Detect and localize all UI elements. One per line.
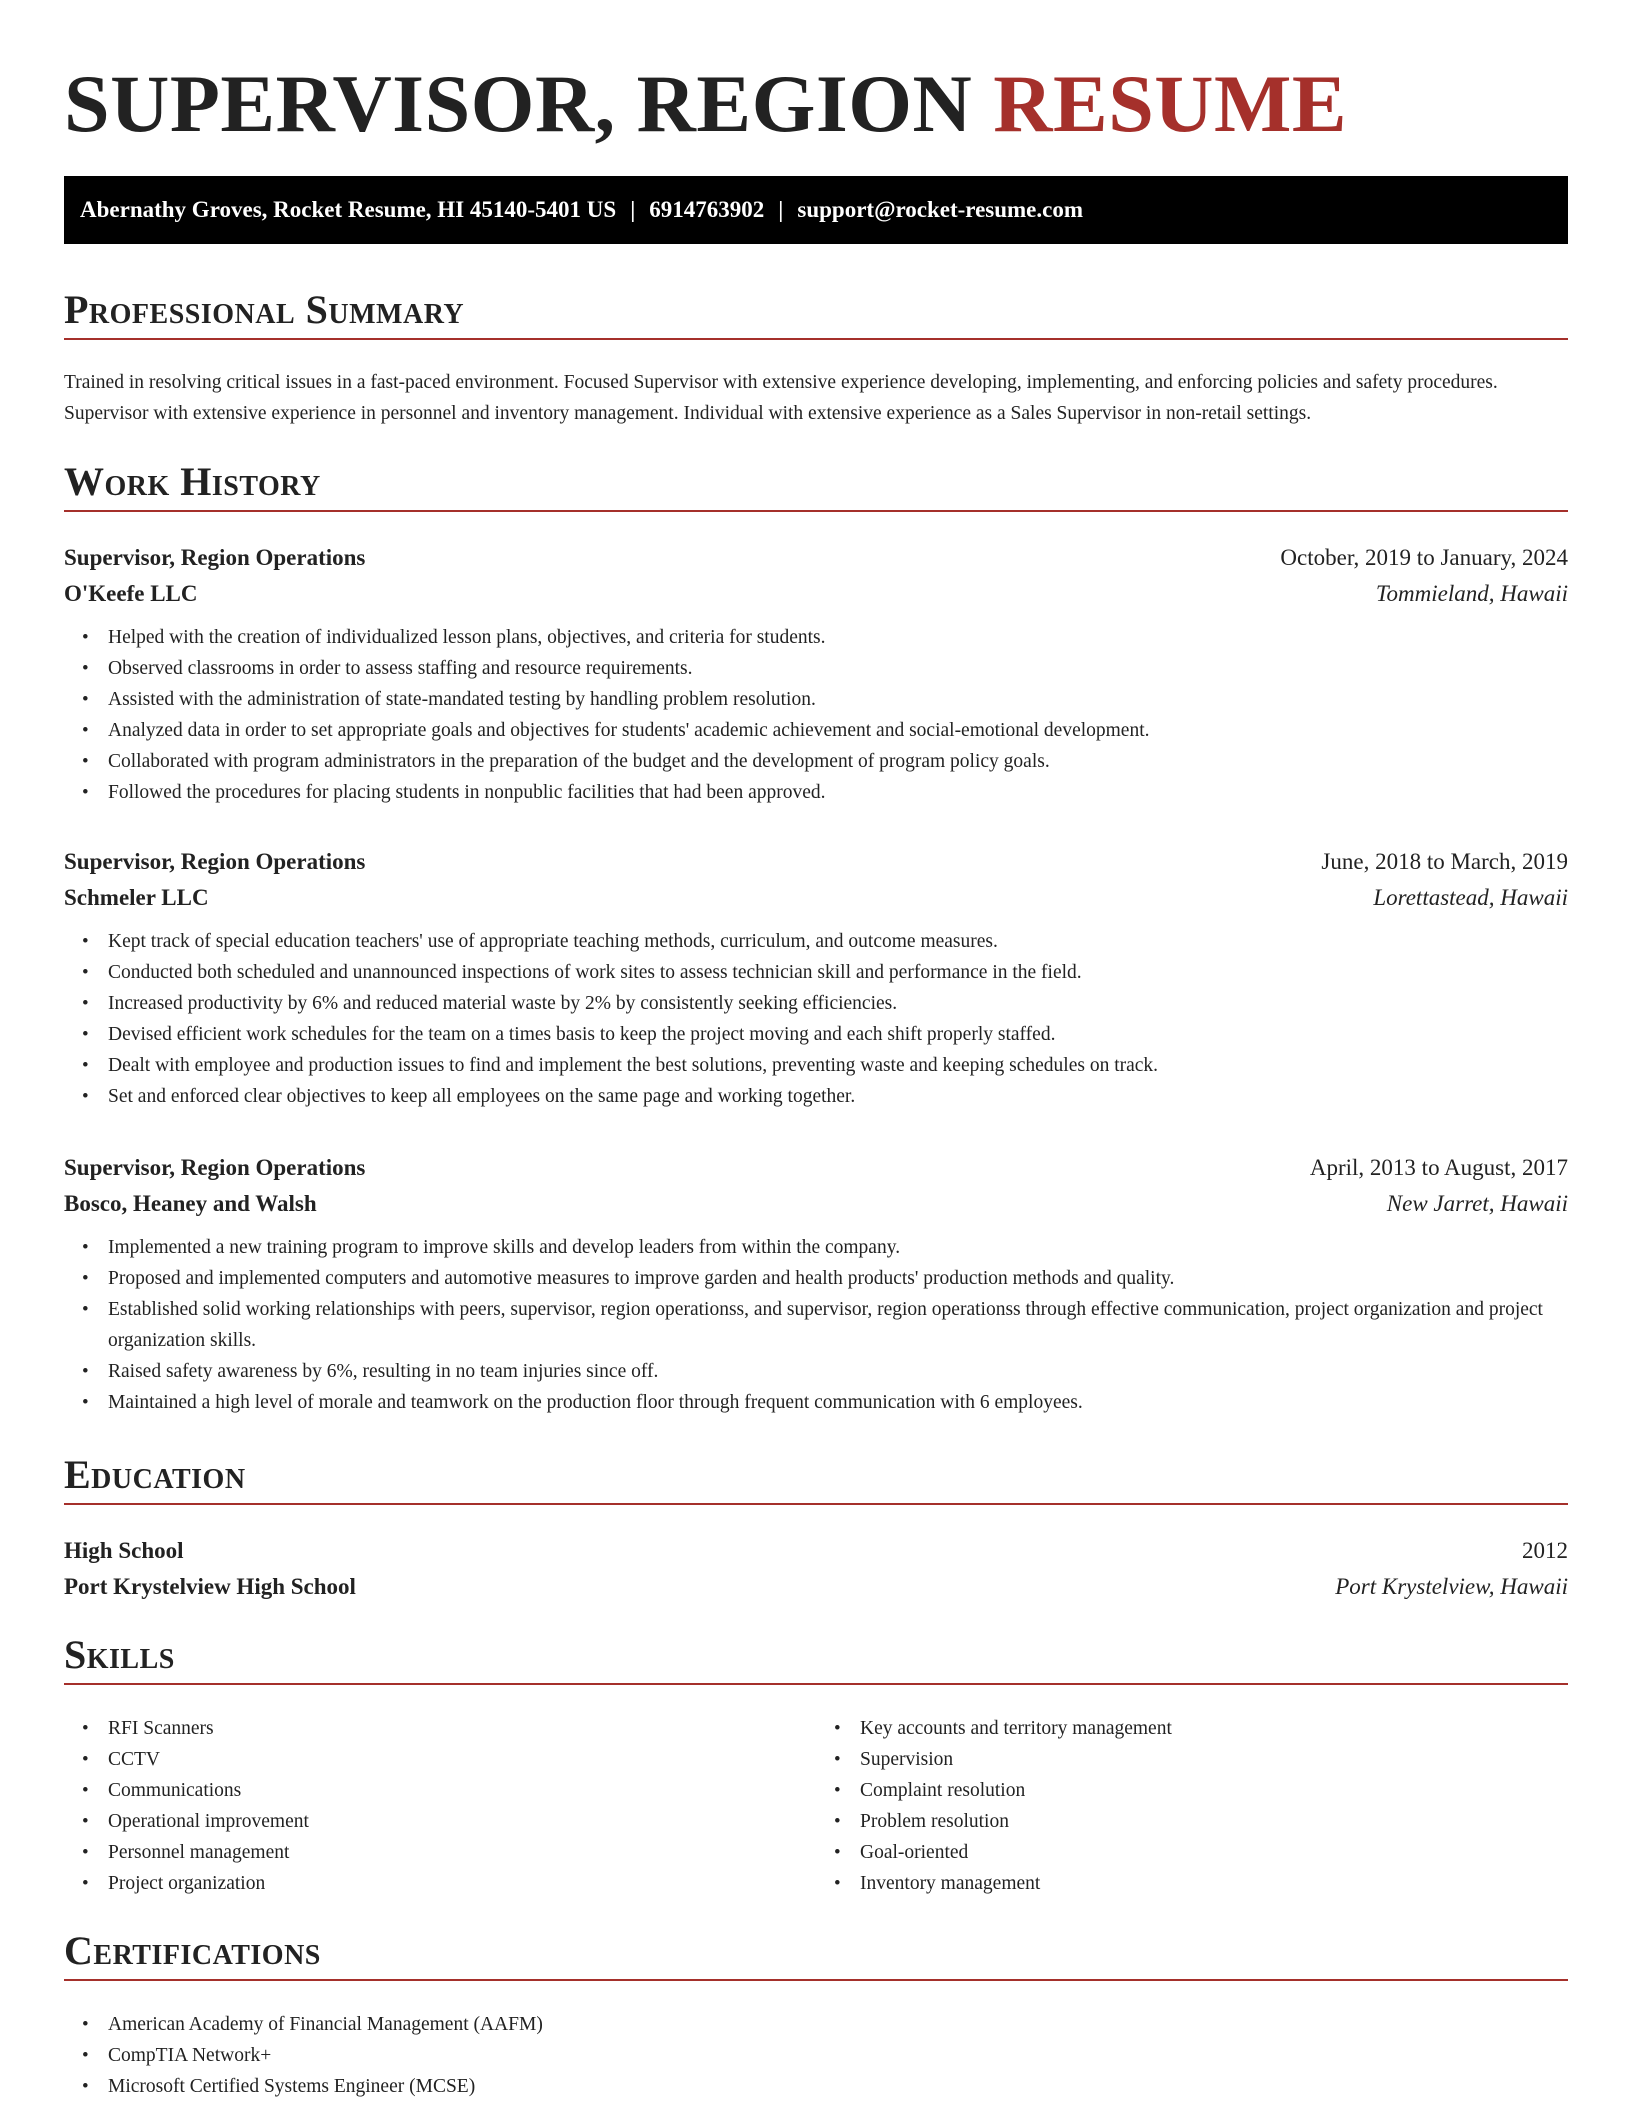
job-location: New Jarret, Hawaii xyxy=(1386,1191,1568,1216)
list-item: • Complaint resolution xyxy=(860,1775,1568,1806)
title-main: SUPERVISOR, REGION xyxy=(64,58,973,149)
title-accent: RESUME xyxy=(993,58,1348,149)
list-item: • CompTIA Network+ xyxy=(108,2040,1568,2071)
list-item: • Followed the procedures for placing students in nonpublic facilities that had been approved. xyxy=(108,777,1568,808)
list-item: • Kept track of special education teachers' use of appropriate teaching methods, curriculum, and outcome measures. xyxy=(108,926,1568,957)
contact-address: Abernathy Groves, Rocket Resume, HI 45140-5401 US xyxy=(80,197,617,222)
list-item: • Proposed and implemented computers and automotive measures to improve garden and health products' production methods and quality. xyxy=(108,1263,1568,1294)
job-bullets xyxy=(64,1232,1568,1418)
list-item: • Devised efficient work schedules for the team on a times basis to keep the project moving and each shift properly staffed. xyxy=(108,1019,1568,1050)
list-item: • Microsoft Certified Systems Engineer (MCSE) xyxy=(108,2071,1568,2102)
contact-separator: | xyxy=(778,197,784,222)
skills-heading: Skills xyxy=(64,1632,175,1677)
education-degree: High School xyxy=(64,1538,184,1563)
contact-email: support@rocket-resume.com xyxy=(797,197,1084,222)
list-item: • Raised safety awareness by 6%, resulting in no team injuries since off. xyxy=(108,1356,1568,1387)
list-item: • Set and enforced clear objectives to keep all employees on the same page and working together. xyxy=(108,1081,1568,1112)
list-item: • Assisted with the administration of state-mandated testing by handling problem resolution. xyxy=(108,684,1568,715)
skills-list xyxy=(64,1713,1568,1899)
job-entry xyxy=(64,540,1568,808)
summary-heading: Professional Summary xyxy=(64,287,465,332)
list-item: • RFI Scanners xyxy=(108,1713,816,1744)
summary-block xyxy=(64,367,1568,429)
certifications-list xyxy=(64,2009,1568,2102)
list-item: • Operational improvement xyxy=(108,1806,816,1837)
contact-phone: 6914763902 xyxy=(649,197,765,222)
contact-bar xyxy=(64,176,1568,244)
education-location: Port Krystelview, Hawaii xyxy=(1335,1574,1568,1599)
education-entry xyxy=(64,1533,1568,1605)
job-title: Supervisor, Region Operations xyxy=(64,1155,366,1180)
list-item: • CCTV xyxy=(108,1744,816,1775)
summary-text: Trained in resolving critical issues in a fast-paced environment. Focused Supervisor with extensive experience developing, implementing, and enforcing policies and safety procedures. Supervisor with extensive experience in personnel and inventory management. Individual with extensive experience as a Sales Supervisor in non-retail settings. xyxy=(64,372,1498,424)
list-item: • Increased productivity by 6% and reduced material waste by 2% by consistently seeking efficiencies. xyxy=(108,988,1568,1019)
job-entry xyxy=(64,1150,1568,1418)
list-item: • Communications xyxy=(108,1775,816,1806)
list-item: • Key accounts and territory management xyxy=(860,1713,1568,1744)
list-item: • Maintained a high level of morale and teamwork on the production floor through frequent communication with 6 employees. xyxy=(108,1387,1568,1418)
list-item: • Project organization xyxy=(108,1868,816,1899)
list-item: • Conducted both scheduled and unannounced inspections of work sites to assess technician skill and performance in the field. xyxy=(108,957,1568,988)
list-item: • Helped with the creation of individualized lesson plans, objectives, and criteria for students. xyxy=(108,622,1568,653)
contact-separator: | xyxy=(630,197,636,222)
job-title: Supervisor, Region Operations xyxy=(64,545,366,570)
job-title: Supervisor, Region Operations xyxy=(64,849,366,874)
certifications-heading: Certifications xyxy=(64,1928,321,1973)
list-item: • Collaborated with program administrators in the preparation of the budget and the development of program policy goals. xyxy=(108,746,1568,777)
summary-heading-block xyxy=(64,282,1568,340)
certifications-items xyxy=(64,2009,1568,2102)
education-school: Port Krystelview High School xyxy=(64,1574,356,1599)
list-item: • Inventory management xyxy=(860,1868,1568,1899)
education-year: 2012 xyxy=(1522,1538,1568,1563)
job-location: Tommieland, Hawaii xyxy=(1375,581,1568,606)
job-company: O'Keefe LLC xyxy=(64,581,198,606)
job-company: Bosco, Heaney and Walsh xyxy=(64,1191,317,1216)
job-dates: June, 2018 to March, 2019 xyxy=(1321,849,1568,874)
list-item: • Problem resolution xyxy=(860,1806,1568,1837)
skills-heading-block xyxy=(64,1627,1568,1685)
work-heading-block xyxy=(64,454,1568,512)
education-heading: Education xyxy=(64,1452,246,1497)
education-heading-block xyxy=(64,1447,1568,1505)
job-dates: April, 2013 to August, 2017 xyxy=(1309,1155,1568,1180)
list-item: • Dealt with employee and production issues to find and implement the best solutions, preventing waste and keeping schedules on track. xyxy=(108,1050,1568,1081)
resume-title xyxy=(64,56,1347,152)
work-heading: Work History xyxy=(64,459,321,504)
list-item: • Established solid working relationships with peers, supervisor, region operationss, and supervisor, region operationss through effective communication, project organization and project organization skills. xyxy=(108,1294,1568,1356)
job-entry xyxy=(64,844,1568,1112)
skills-column-right xyxy=(816,1713,1568,1899)
job-bullets xyxy=(64,622,1568,808)
job-bullets xyxy=(64,926,1568,1112)
list-item: • Observed classrooms in order to assess staffing and resource requirements. xyxy=(108,653,1568,684)
job-company: Schmeler LLC xyxy=(64,885,209,910)
certifications-heading-block xyxy=(64,1923,1568,1981)
list-item: • Analyzed data in order to set appropriate goals and objectives for students' academic achievement and social-emotional development. xyxy=(108,715,1568,746)
skills-column-left xyxy=(64,1713,816,1899)
job-location: Lorettastead, Hawaii xyxy=(1373,885,1568,910)
job-dates: October, 2019 to January, 2024 xyxy=(1280,545,1568,570)
list-item: • Supervision xyxy=(860,1744,1568,1775)
list-item: • Personnel management xyxy=(108,1837,816,1868)
list-item: • Goal-oriented xyxy=(860,1837,1568,1868)
list-item: • American Academy of Financial Management (AAFM) xyxy=(108,2009,1568,2040)
list-item: • Implemented a new training program to improve skills and develop leaders from within the company. xyxy=(108,1232,1568,1263)
